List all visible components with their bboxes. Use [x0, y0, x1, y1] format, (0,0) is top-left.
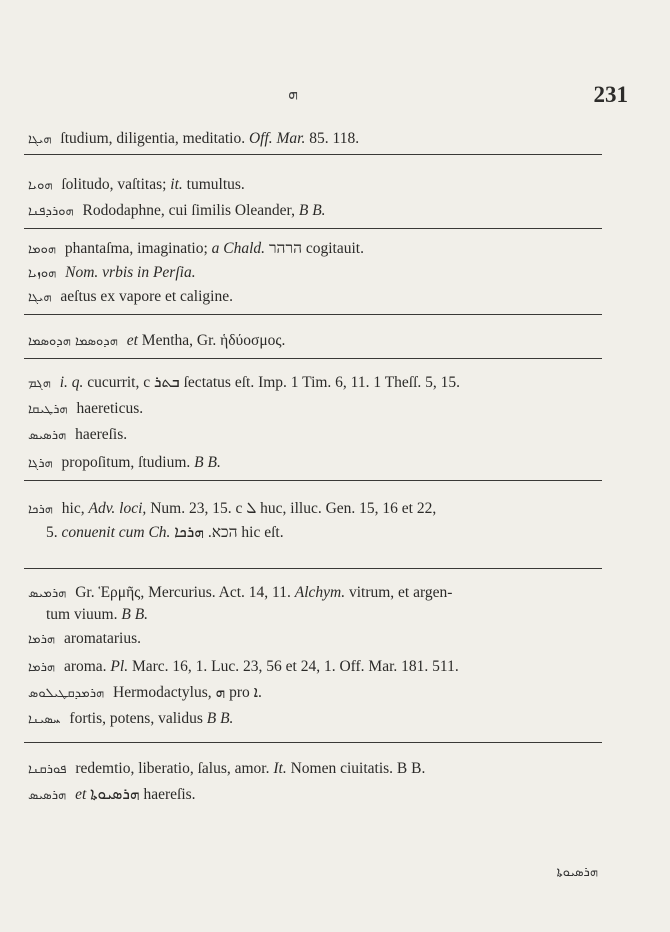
- syriac-headword: ܗܪܟܐ: [28, 502, 53, 517]
- section-rule: [24, 314, 602, 315]
- entry-reference: It.: [273, 760, 287, 777]
- dictionary-entry: [28, 452, 628, 474]
- entry-text: haereſis.: [75, 426, 128, 443]
- dictionary-entry: [28, 398, 628, 420]
- entry-tail: Num. 23, 15. c ܠ huc, illuc. Gen. 15, 16 et 22,: [150, 500, 437, 517]
- entry-reference: Nom. vrbis in Perſia.: [65, 264, 196, 281]
- dictionary-entry: [28, 238, 628, 260]
- syriac-headword: ܗܪܡܐ: [28, 660, 56, 675]
- dictionary-entry: [28, 498, 628, 520]
- entry-text: aeſtus ex vapore et caligine.: [60, 288, 233, 305]
- dictionary-entry: [28, 330, 628, 352]
- entry-text: Hermodactylus,: [113, 684, 212, 701]
- entry-tail: Mentha, Gr. ἡδύοσμος.: [141, 332, 286, 349]
- entry-text: aromatarius.: [63, 630, 141, 647]
- entry-text: haereticus.: [76, 400, 144, 417]
- dictionary-entry: [28, 174, 628, 196]
- dictionary-entry-continuation: [28, 604, 628, 625]
- entry-tail: ܗ pro ܐ.: [215, 684, 262, 701]
- dictionary-entry: [28, 784, 628, 806]
- entry-tail: tumultus.: [186, 176, 245, 193]
- syriac-headword: ܗܪܡܝܣ: [28, 586, 67, 601]
- entry-tail: Nomen ciuitatis. B B.: [290, 760, 426, 777]
- entry-tail: Marc. 16, 1. Luc. 23, 56 et 24, 1. Off. Mar. 181. 511.: [131, 658, 459, 675]
- entry-text: 5.: [46, 524, 58, 541]
- entry-tail: הכא. ܗܪܟܐ hic eſt.: [174, 524, 284, 541]
- entry-reference: B B.: [206, 710, 234, 727]
- entry-text: Gr. Ἑρμῆς, Mercurius. Act. 14, 11.: [75, 584, 291, 601]
- syriac-headword: ܗܪܡܐ: [28, 632, 56, 647]
- dictionary-entry-continuation: [28, 522, 628, 543]
- syriac-headword: ܚܣܝܢܐ: [28, 712, 61, 727]
- entry-text: aroma.: [63, 658, 107, 675]
- entry-tail: ܗܪܣܝܘܬܐ haereſis.: [90, 786, 196, 803]
- dictionary-entry: [28, 262, 628, 284]
- syriac-headword: ܗܪܓܐ: [28, 456, 53, 471]
- section-rule: [24, 154, 602, 155]
- entry-tail: הרהר cogitauit.: [268, 240, 364, 257]
- syriac-headword: ܗܝܓܐ: [28, 290, 52, 305]
- head-letter: ܗ: [288, 86, 299, 103]
- running-head: [0, 82, 670, 112]
- entry-text: fortis, potens, validus: [69, 710, 203, 727]
- section-rule: [24, 358, 602, 359]
- entry-reference: B B.: [121, 606, 149, 623]
- entry-text: propoſitum, ſtudium.: [61, 454, 191, 471]
- syriac-headword: ܗܪܣܝܣ: [28, 428, 67, 443]
- entry-reference: B B.: [194, 454, 221, 471]
- entry-text: redemtio, liberatio, ſalus, amor.: [75, 760, 270, 777]
- entry-text: ſolitudo, vaſtitas;: [61, 176, 167, 193]
- entry-text: tum viuum.: [46, 606, 118, 623]
- section-rule: [24, 228, 602, 229]
- dictionary-entry: [28, 758, 628, 780]
- section-rule: [24, 742, 602, 743]
- entry-text: phantaſma, imaginatio;: [64, 240, 208, 257]
- syriac-headword: ܗܪܡܕܩܛܝܠܘܣ: [28, 686, 105, 701]
- entry-tail: cucurrit, c ܒܬܪ ſectatus eſt. Imp. 1 Tim. 6, 11. 1 Theſſ. 5, 15.: [87, 374, 461, 391]
- dictionary-entry: [28, 372, 628, 394]
- syriac-headword: ܗܘܙܝܐ: [28, 266, 57, 281]
- continuation-line: [28, 604, 628, 625]
- entry-reference: i. q.: [59, 374, 84, 391]
- entry-text: Rododaphne, cui ſimilis Oleander,: [82, 202, 295, 219]
- entry-reference: B B.: [298, 202, 326, 219]
- section-rule: [24, 568, 602, 569]
- dictionary-entry: [28, 656, 628, 678]
- syriac-headword: ܦܘܪܩܢܐ: [28, 762, 67, 777]
- dictionary-entry: [28, 682, 628, 704]
- syriac-headword: ܗܪܛܝܩܐ: [28, 402, 68, 417]
- catchword: ܗܪܣܝܘܬܐ: [556, 865, 598, 880]
- dictionary-entry: [28, 286, 628, 308]
- syriac-headword: ܗܓܡ: [28, 376, 51, 391]
- entry-reference: et: [126, 332, 138, 349]
- syriac-headword: ܗܕܘܣܡܐ ܗܕܘܣܡܐ: [28, 334, 118, 349]
- entry-text: hic,: [61, 500, 85, 517]
- page-number: 231: [593, 82, 628, 107]
- entry-reference: Pl.: [110, 658, 129, 675]
- entry-reference: Adv. loci,: [88, 500, 147, 517]
- entry-tail: 85. 118.: [309, 130, 360, 147]
- entry-reference: a Chald.: [211, 240, 266, 257]
- dictionary-entry: [28, 200, 628, 222]
- syriac-headword: ܗܝܓܐ: [28, 132, 52, 147]
- entry-reference: it.: [170, 176, 183, 193]
- continuation-line: [28, 522, 628, 543]
- entry-text: ſtudium, diligentia, meditatio.: [60, 130, 246, 147]
- entry-tail: vitrum, et argen-: [348, 584, 453, 601]
- dictionary-entry: [28, 424, 628, 446]
- syriac-headword: ܗܘܡܐ: [28, 242, 56, 257]
- entry-reference: et: [75, 786, 87, 803]
- syriac-headword: ܗܘܪܕܦܢܐ: [28, 204, 74, 219]
- dictionary-entry: [28, 628, 628, 650]
- section-rule: [24, 480, 602, 481]
- entry-reference: Alchym.: [294, 584, 346, 601]
- entry-reference: conuenit cum Ch.: [61, 524, 171, 541]
- syriac-headword: ܗܘܝܐ: [28, 178, 53, 193]
- dictionary-entry: [28, 582, 628, 604]
- dictionary-entry: [28, 128, 628, 150]
- dictionary-entry: [28, 708, 628, 730]
- syriac-headword: ܗܪܣܝܣ: [28, 788, 67, 803]
- entry-reference: Off. Mar.: [248, 130, 306, 147]
